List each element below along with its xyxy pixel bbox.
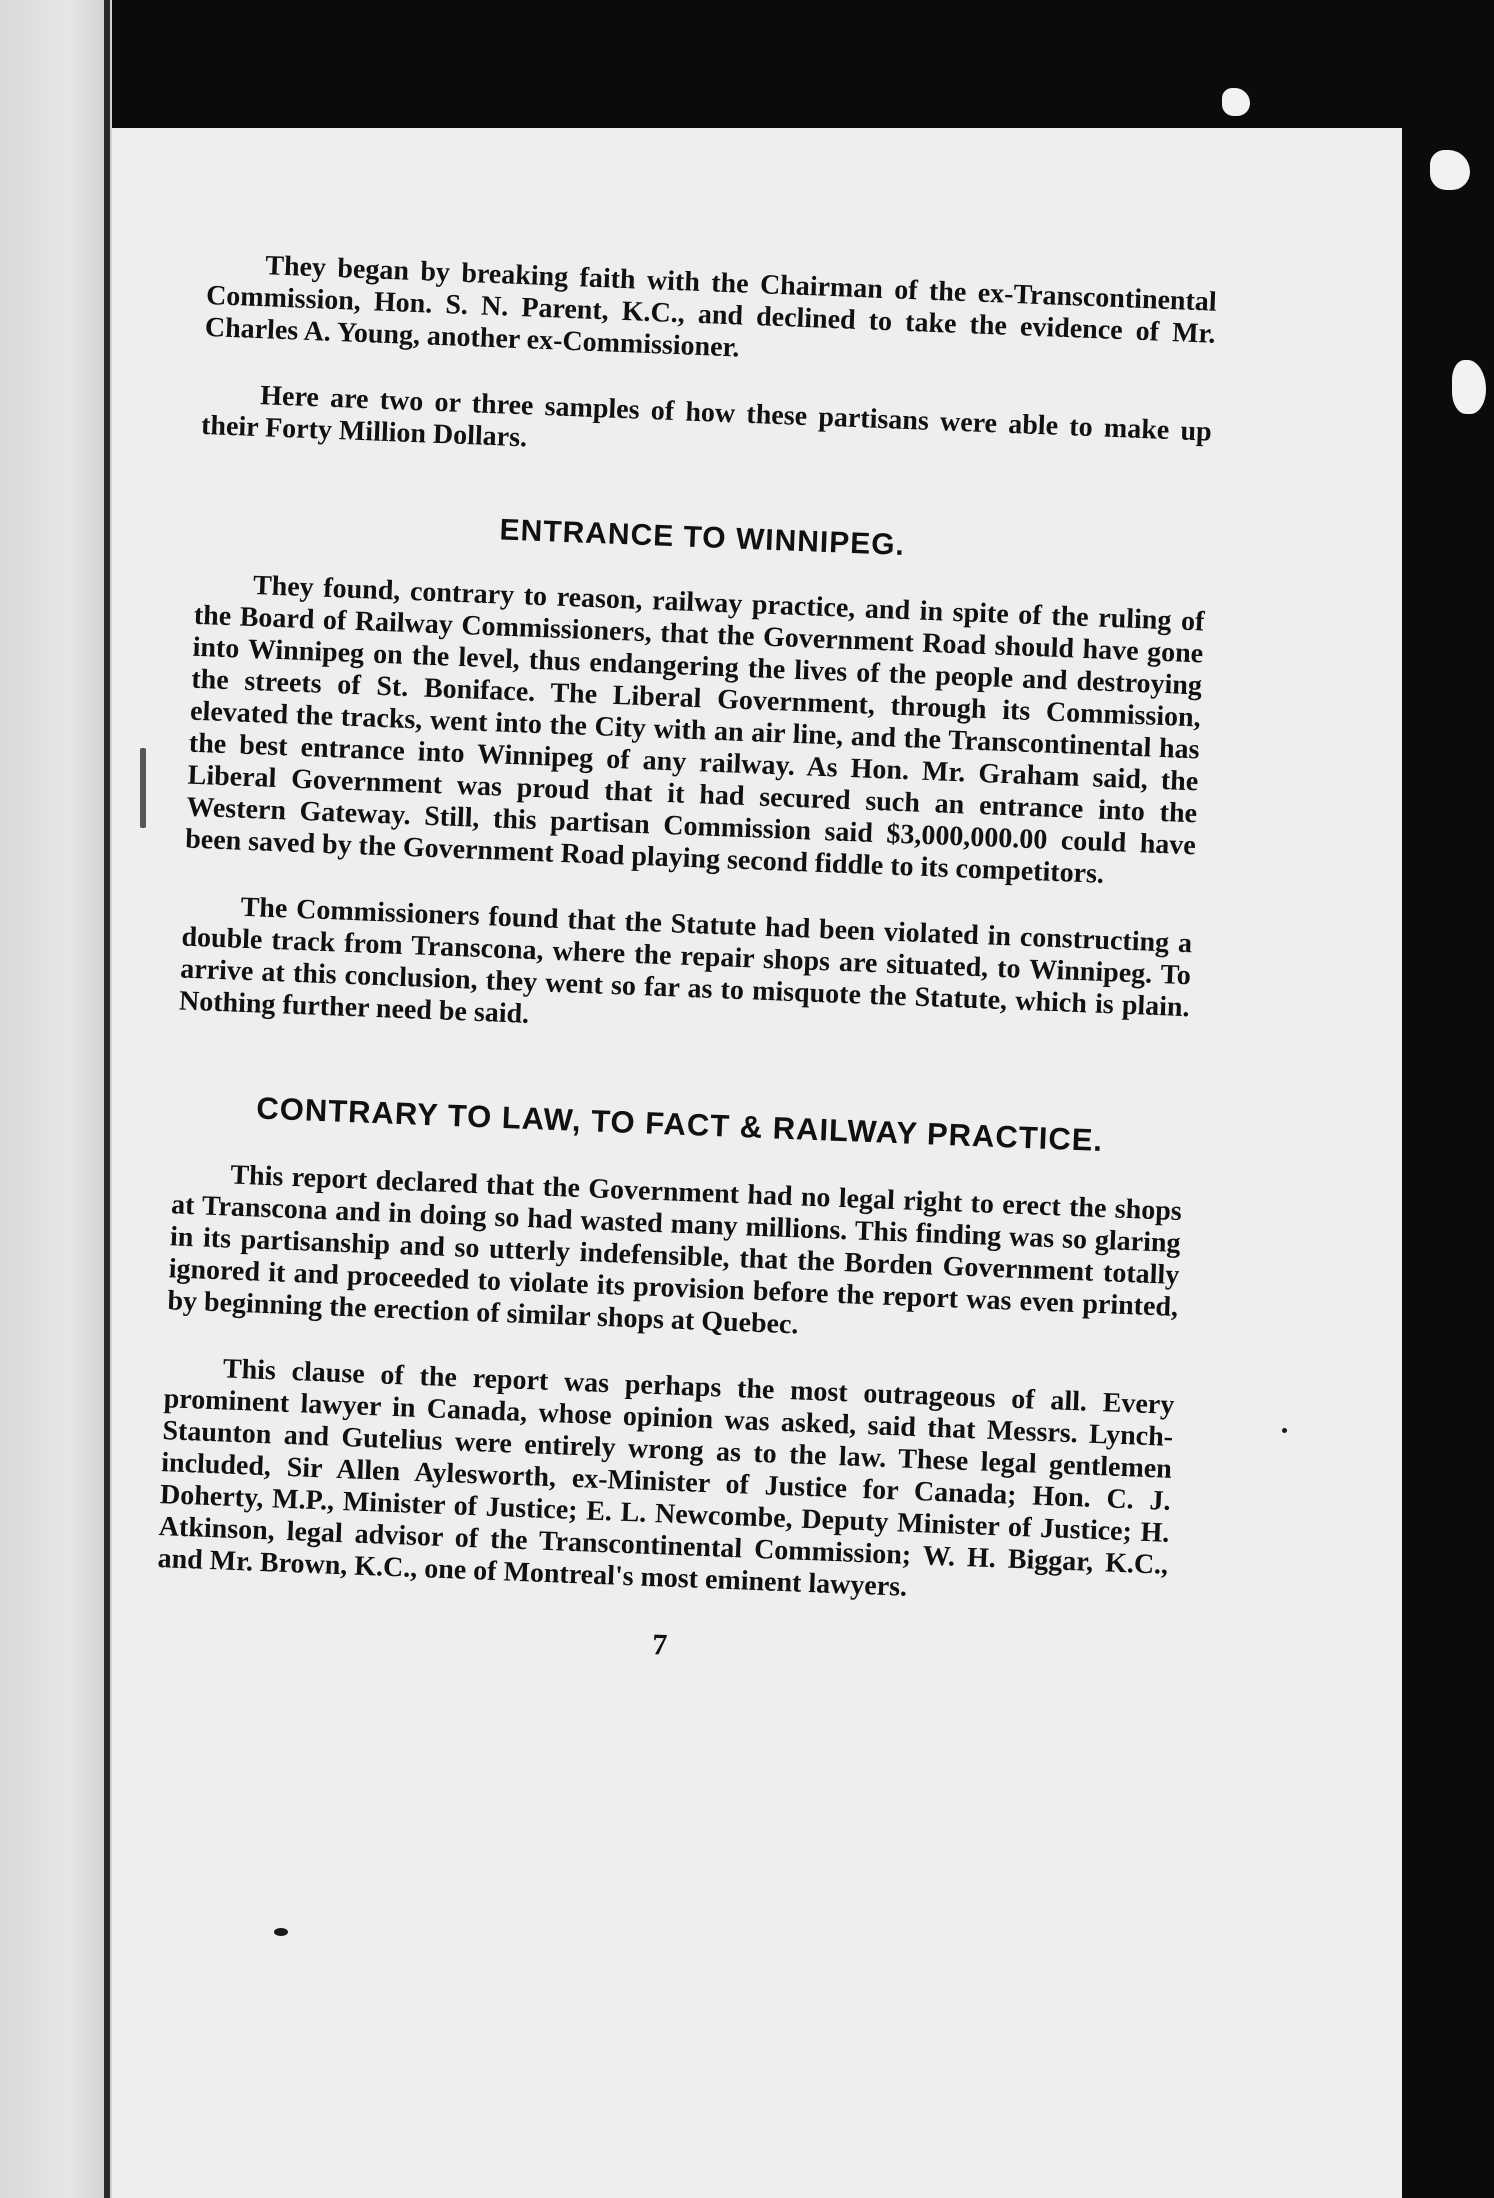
- scan-artifact: [1430, 150, 1470, 190]
- paragraph-intro-1: They began by breaking faith with the Chairman of the ex-Transcontinental Commission, Hon. S. N. Parent, K.C., and declined to take the evidence of Mr. Charles A. Young, another ex-Commissioner.: [204, 250, 1218, 364]
- adjacent-page-edge: [0, 0, 112, 2198]
- paragraph-law-1: This report declared that the Government had no legal right to erect the shops at Transcona and in doing so had wasted many millions. This finding was so glaring in its partisanship and so utterly indefensible, that the Borden Government totally ignored it and proceeded to violate its provision before the report was even printed, by beginning the erection of similar shops at Quebec.: [166, 1159, 1183, 1341]
- heading-contrary-to-law: CONTRARY TO LAW, TO FACT & RAILWAY PRACTICE.: [255, 1090, 1104, 1159]
- ink-speck: [140, 748, 146, 828]
- document-page: [112, 128, 1402, 2198]
- paragraph-winnipeg-1: They found, contrary to reason, railway practice, and in spite of the ruling of the Board of Railway Commissioners, that the Government Road should have gone into Winnipeg on the level, thus endangering the lives of the people and destroying the streets of St. Boniface. The Liberal Government, through its Commission, elevated the tracks, went into the City with an air line, and the Transcontinental has the best entrance into Winnipeg of any railway. As Hon. Mr. Graham said, the Liberal Government was proud that it had secured such an entrance into the Western Gateway. Still, this partisan Commission said $3,000,000.00 could have been saved by the Government Road playing second fiddle to its competitors.: [184, 569, 1205, 890]
- page-text-block: [154, 248, 1217, 1682]
- heading-entrance-to-winnipeg: ENTRANCE TO WINNIPEG.: [499, 513, 906, 562]
- page-number: 7: [651, 1628, 668, 1662]
- paragraph-intro-2: Here are two or three samples of how these partisans were able to make up their Forty Million Dollars.: [200, 380, 1213, 454]
- paragraph-winnipeg-2: The Commissioners found that the Statute had been violated in constructing a double track from Transcona, where the repair shops are situated, to Winnipeg. To arrive at this conclusion, they went so far as to misquote the Statute, which is plain. Nothing further need be said.: [178, 891, 1193, 1030]
- paragraph-law-2: This clause of the report was perhaps the most outrageous of all. Every prominent lawyer in Canada, whose opinion was asked, said that Messrs. Lynch-Staunton and Gutelius were entirely wrong as to the law. These legal gentlemen included, Sir Allen Aylesworth, ex-Minister of Justice for Canada; Hon. C. J. Doherty, M.P., Minister of Justice; E. L. Newcombe, Deputy Minister of Justice; H. Atkinson, legal advisor of the Transcontinental Commission; W. H. Biggar, K.C., and Mr. Brown, K.C., one of Montreal's most eminent lawyers.: [157, 1353, 1175, 1603]
- page-gutter-shadow: [104, 0, 110, 2198]
- ink-speck: [1282, 1428, 1287, 1433]
- scan-artifact: [1222, 88, 1250, 116]
- ink-speck: [274, 1928, 288, 1936]
- scan-artifact: [1452, 360, 1486, 414]
